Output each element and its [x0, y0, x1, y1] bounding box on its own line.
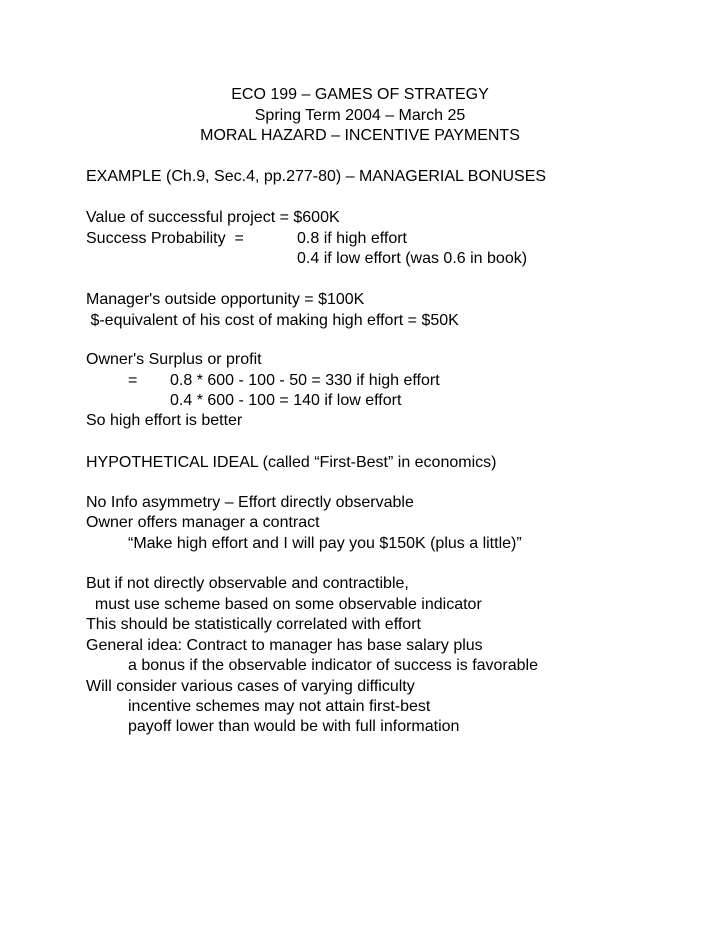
effort-cost: $-equivalent of his cost of making high effort = $50K	[86, 312, 459, 329]
outside-opportunity: Manager's outside opportunity = $100K	[86, 291, 365, 308]
nonobservable-line-7: incentive schemes may not attain first-best	[128, 698, 431, 715]
nonobservable-line-5: a bonus if the observable indicator of success is favorable	[128, 657, 539, 674]
equals-sign: =	[128, 372, 138, 389]
effort-conclusion: So high effort is better	[86, 412, 243, 429]
nonobservable-line-4: General idea: Contract to manager has base salary plus	[86, 637, 483, 654]
nonobservable-line-2: must use scheme based on some observable indicator	[86, 596, 482, 613]
project-value: Value of successful project = $600K	[86, 209, 340, 226]
ideal-line-2: Owner offers manager a contract	[86, 514, 320, 531]
course-title: ECO 199 – GAMES OF STRATEGY	[231, 86, 489, 103]
probability-low: 0.4 if low effort (was 0.6 in book)	[297, 250, 528, 267]
term-date: Spring Term 2004 – March 25	[254, 107, 466, 124]
probability-label: Success Probability =	[86, 230, 244, 247]
contract-quote: “Make high effort and I will pay you $150K (plus a little)”	[128, 535, 522, 552]
nonobservable-line-8: payoff lower than would be with full information	[128, 718, 460, 735]
ideal-heading: HYPOTHETICAL IDEAL (called “First-Best” in economics)	[86, 454, 497, 471]
nonobservable-line-3: This should be statistically correlated with effort	[86, 616, 421, 633]
surplus-low: 0.4 * 600 - 100 = 140 if low effort	[170, 392, 402, 409]
example-heading: EXAMPLE (Ch.9, Sec.4, pp.277-80) – MANAGERIAL BONUSES	[86, 168, 547, 185]
nonobservable-line-1: But if not directly observable and contractible,	[86, 575, 409, 592]
surplus-high: 0.8 * 600 - 100 - 50 = 330 if high effort	[170, 372, 440, 389]
probability-high: 0.8 if high effort	[297, 230, 407, 247]
nonobservable-line-6: Will consider various cases of varying difficulty	[86, 678, 415, 695]
ideal-line-1: No Info asymmetry – Effort directly observable	[86, 494, 414, 511]
topic-title: MORAL HAZARD – INCENTIVE PAYMENTS	[200, 127, 520, 144]
surplus-heading: Owner's Surplus or profit	[86, 351, 262, 368]
